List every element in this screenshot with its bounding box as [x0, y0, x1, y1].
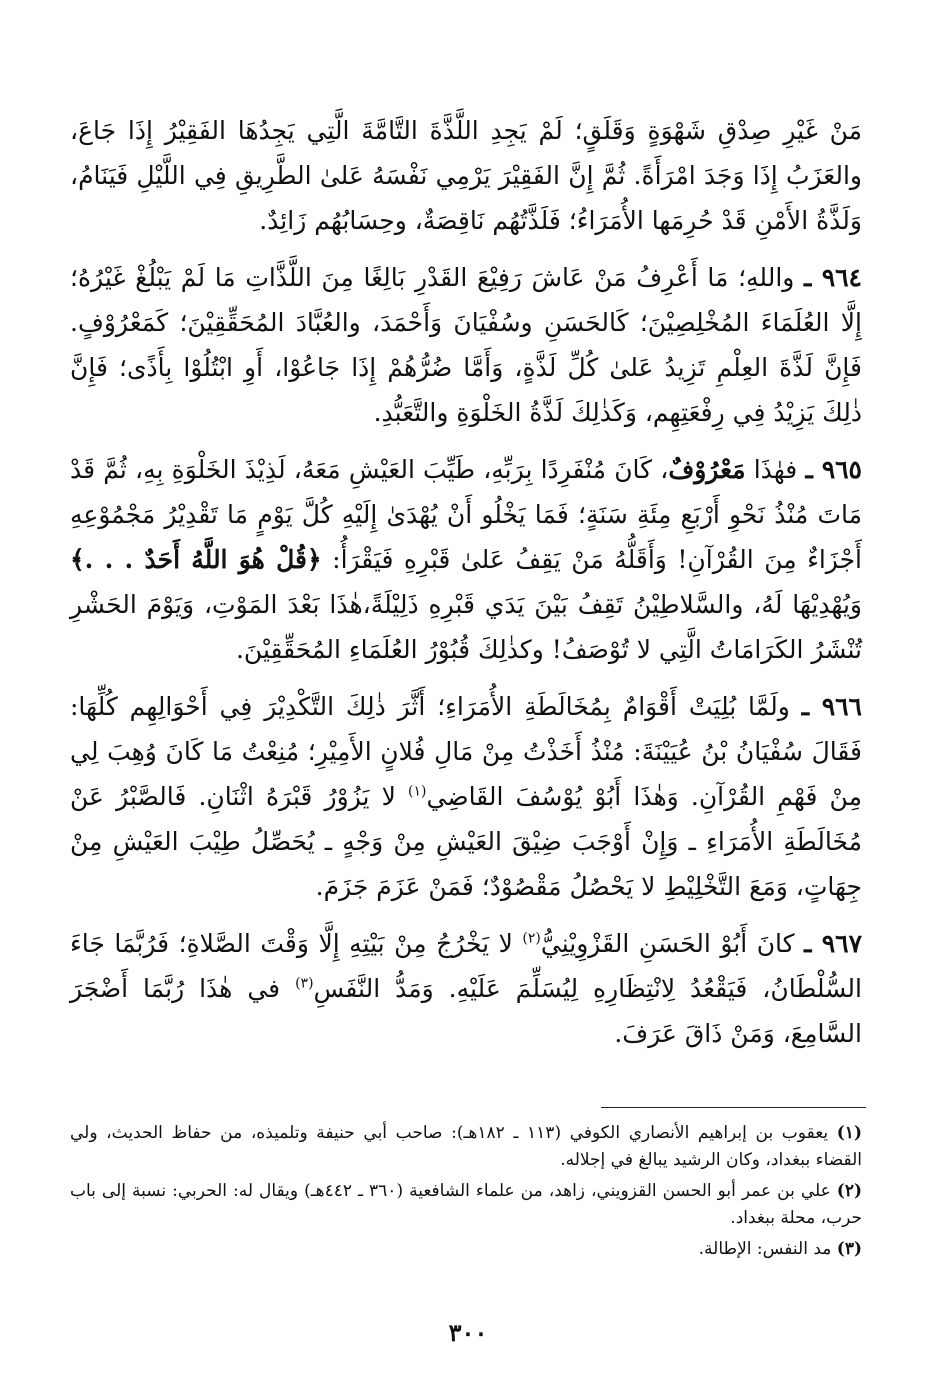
footnote-text: يعقوب بن إبراهيم الأنصاري الكوفي (١١٣ ـ ١٨٢هـ): صاحب أبي حنيفة وتلميذه، من حفاظ الحديث، ولي القضاء ببغداد، وكان الرشيد يبالغ في إجلاله. [70, 1123, 862, 1170]
footnote-number: (١) [836, 1123, 862, 1143]
paragraph-number: ٩٦٤ ـ [803, 263, 862, 292]
footnote-ref-1[interactable]: (١) [408, 783, 427, 800]
footnote-text: علي بن عمر أبو الحسن القزويني، زاهد، من علماء الشافعية (٣٦٠ ـ ٤٤٢هـ) ويقال له: الحربي: نسبة إلى باب حرب، محلة ببغداد. [70, 1181, 862, 1228]
footnote-divider [601, 1107, 866, 1108]
footnote-ref-2[interactable]: (٢) [522, 930, 541, 947]
paragraph-text-cont: وَيُهْدِيْهَا لَهُ، والسَّلاطِيْنُ تَقِفُ بَيْنَ يَدَي قَبْرِهِ ذَلِيْلَةً،هٰذَا بَعْدَ المَوْتِ، وَيَوْمَ الحَشْرِ تُنْشَرُ الكَرَامَاتُ الَّتِي لا تُوْصَفُ! وكذٰلِكَ قُبُوْرُ العُلَمَاءِ المُحَقِّقِيْنَ. [70, 590, 862, 664]
paragraph-number: ٩٦٦ ـ [801, 692, 862, 721]
paragraph-lead: فهٰذَا [753, 455, 798, 484]
paragraph-text: ، كَانَ مُنْفَرِدًا بِرَبِّهِ، طَيِّبَ العَيْشِ مَعَهُ، لَذِيْذَ الخَلْوَةِ بِهِ، ثُمَّ قَدْ مَاتَ مُنْذُ نَحْوِ أَرْبَعِ مِئَةِ سَنَةٍ؛ فَمَا يَخْلُو أَنْ يُهْدَىٰ إِلَيْهِ كُلَّ يَوْمٍ مَا تَقْدِيْرُ مَجْمُوْعِهِ أَجْزَاءٌ مِنَ القُرْآنِ! وَأَقَلُّهُ مَنْ يَقِفُ عَلىٰ قَبْرِهِ فَيَقْرَأُ: [70, 455, 862, 574]
bold-name-maruf: مَعْرُوْفٌ [668, 455, 746, 484]
paragraph-number: ٩٦٥ ـ [805, 455, 862, 484]
main-text [70, 108, 862, 1068]
paragraph-text: ولَمَّا بُلِيَتْ أَقْوَامٌ بِمُخَالَطَةِ الأُمَرَاءِ؛ أَثَّرَ ذٰلِكَ التَّكْدِيْرَ فِي أَحْوَالِهِم كُلِّهَا: فَقَالَ سُفْيَانُ بْنُ عُيَيْنَةَ: مُنْذُ أَخَذْتُ مِنْ مَالِ فُلانٍ الأَمِيْرِ؛ مُنِعْتُ مَا كَانَ وُهِبَ لِي مِنْ فَهْمِ القُرْآنِ. وَهٰذَا أَبُوْ يُوْسُفَ القَاضِي [70, 692, 862, 811]
paragraph-965 [70, 447, 862, 672]
paragraph-text-end: في هٰذَا رُبَّمَا أَضْجَرَ السَّامِعَ، وَمَنْ ذَاقَ عَرَفَ. [70, 974, 862, 1048]
page-number: ٣٠٠ [448, 1318, 488, 1347]
footnote-2 [70, 1178, 862, 1232]
quran-verse: ﴿قُلْ هُوَ اللَّهُ أَحَدٌ . . .﴾ [70, 545, 322, 574]
paragraph-text-cont: لا يَخْرُجُ مِنْ بَيْتِهِ إِلَّا وَقْتَ الصَّلاةِ؛ فَرُبَّمَا جَاءَ السُّلْطَانُ، فَيَقْعُدُ لِانْتِظَارِهِ لِيُسَلِّمَ عَلَيْهِ. وَمَدُّ النَّفَسِ [70, 929, 862, 1003]
footnote-ref-3[interactable]: (٣) [295, 975, 314, 992]
paragraph-number: ٩٦٧ ـ [804, 929, 863, 958]
paragraph-967 [70, 921, 862, 1056]
paragraph-text-cont: لا يَزُوْرُ قَبْرَهُ اثْنَانِ. فَالصَّبْرُ عَنْ مُخَالَطَةِ الأُمَرَاءِ ـ وَإِنْ أَوْجَبَ ضِيْقَ العَيْشِ مِنْ وَجْهٍ ـ يُحَصِّلُ طِيْبَ العَيْشِ مِنْ جِهَاتٍ، وَمَعَ التَّخْلِيْطِ لا يَحْصُلُ مَقْصُوْدٌ؛ فَمَنْ عَزَمَ جَزَمَ. [70, 782, 862, 901]
paragraph-continuation [70, 108, 862, 243]
footnote-text: مد النفس: الإطالة. [698, 1239, 832, 1259]
paragraph-text: مَنْ غَيْرِ صِدْقِ شَهْوَةٍ وَقَلَقٍ؛ لَمْ يَجِدِ اللَّذَّةَ التَّامَّةَ الَّتِي يَجِدُهَا الفَقِيْرُ إِذَا جَاعَ، والعَزَبُ إِذَا وَجَدَ امْرَأَةً. ثُمَّ إِنَّ الفَقِيْرَ يَرْمِي نَفْسَهُ عَلىٰ الطَّرِيقِ فِي اللَّيْلِ فَيَنَامُ، وَلَذَّةُ الأَمْنِ قَدْ حُرِمَها الأُمَرَاءُ؛ فَلَذَّتُهُم نَاقِصَةٌ، وحِسَابُهُم زَائِدٌ. [70, 116, 862, 235]
footnote-3 [70, 1236, 862, 1263]
footnote-number: (٣) [836, 1239, 862, 1259]
paragraph-text: كانَ أَبُوْ الحَسَنِ القَزْوِيْنِيُّ [540, 929, 795, 958]
footnote-1 [70, 1120, 862, 1174]
paragraph-966 [70, 684, 862, 909]
paragraph-964 [70, 255, 862, 435]
footnote-number: (٢) [836, 1181, 863, 1201]
paragraph-text: واللهِ؛ مَا أَعْرِفُ مَنْ عَاشَ رَفِيْعَ القَدْرِ بَالِغًا مِنَ اللَّذَّاتِ مَا لَمْ يَبْلُغْ غَيْرُهُ؛ إِلَّا العُلَمَاءَ المُخْلِصِيْنَ؛ كَالحَسَنِ وسُفْيَانَ وَأَحْمَدَ، والعُبَّادَ المُحَقِّقِيْنَ؛ كَمَعْرُوْفٍ. فَإِنَّ لَذَّةَ العِلْمِ تَزِيدُ عَلىٰ كُلِّ لَذَّةٍ، وَأَمَّا ضُرُّهُمْ إِذَا جَاعُوْا، أَوِ ابْتُلُوْا بِأَذًى؛ فَإِنَّ ذٰلِكَ يَزِيْدُ فِي رِفْعَتِهِم، وَكَذٰلِكَ لَذَّةُ الخَلْوَةِ والتَّعَبُّدِ. [70, 263, 862, 427]
footnotes [70, 1120, 862, 1267]
